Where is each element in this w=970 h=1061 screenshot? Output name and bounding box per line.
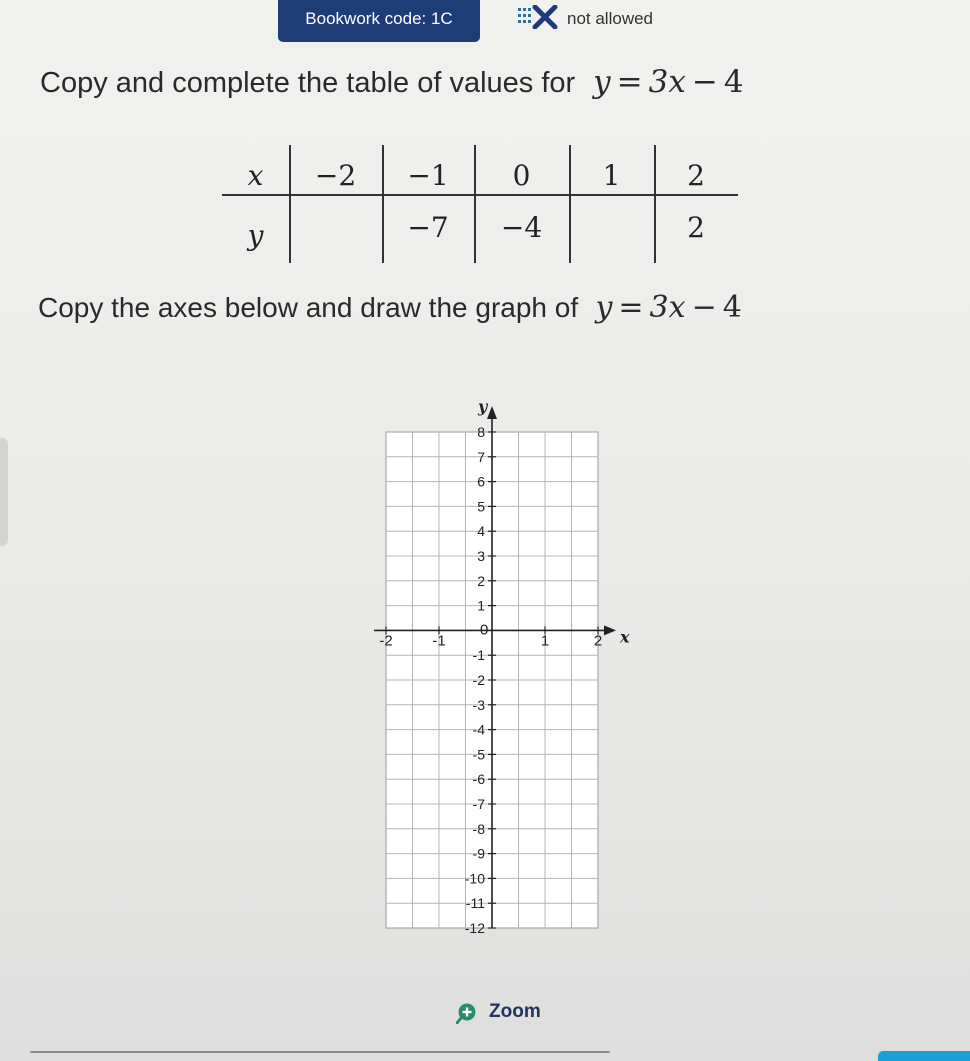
- y-tick-label: 6: [477, 473, 485, 490]
- bottom-action-button[interactable]: [878, 1051, 970, 1061]
- x-tick-label: 1: [540, 632, 550, 650]
- origin-label: 0: [480, 621, 489, 639]
- y-tick-label: 5: [477, 498, 485, 515]
- calculator-crossed-icon: [517, 5, 561, 29]
- table-y-label: y: [247, 219, 264, 252]
- zoom-plus-icon: [456, 1002, 478, 1024]
- y-tick-label: -11: [465, 895, 485, 912]
- x-tick-label: -1: [432, 632, 446, 650]
- y-tick-label: -9: [472, 845, 485, 862]
- bottom-divider: [30, 1051, 610, 1053]
- table-y-value: 2: [687, 211, 705, 244]
- y-tick-label: -12: [464, 920, 485, 936]
- question-1-equation: [583, 64, 743, 100]
- question-1-text: [40, 64, 744, 100]
- question-1-prompt: Copy and complete the table of values for: [40, 67, 576, 99]
- eq-rhs-b: 4: [723, 64, 744, 100]
- eq-equals: =: [618, 290, 644, 325]
- eq-minus: −: [691, 290, 717, 325]
- y-tick-label: 4: [477, 523, 485, 540]
- y-axis-label: y: [478, 397, 488, 416]
- top-bar: [0, 0, 970, 44]
- table-x-value: 1: [602, 159, 621, 192]
- question-2-text: [38, 290, 742, 325]
- side-panel-tab[interactable]: [0, 438, 8, 546]
- question-2-equation: [586, 290, 742, 325]
- y-tick-label: -2: [472, 672, 485, 688]
- y-tick-label: 8: [477, 424, 485, 440]
- table-y-value: −7: [407, 211, 449, 244]
- calculator-status: not allowed: [567, 9, 654, 28]
- x-tick-label: 2: [593, 632, 603, 650]
- y-tick-label: -3: [472, 696, 485, 713]
- table-x-value: 0: [512, 159, 531, 192]
- eq-rhs-a: 3x: [648, 64, 686, 100]
- question-2-prompt: Copy the axes below and draw the graph of: [38, 292, 579, 323]
- y-axis-arrow: [487, 406, 497, 419]
- table-of-values: [222, 145, 738, 263]
- x-tick-label: -2: [379, 632, 393, 650]
- eq-minus: −: [691, 64, 718, 100]
- y-tick-label: 1: [477, 597, 485, 614]
- y-tick-label: -10: [464, 870, 485, 887]
- x-axis-label: x: [620, 627, 630, 647]
- y-tick-label: -4: [472, 721, 485, 738]
- eq-equals: =: [616, 64, 643, 100]
- zoom-label: Zoom: [489, 1001, 541, 1022]
- table-x-value: 2: [687, 159, 705, 192]
- eq-rhs-b: 4: [722, 290, 742, 325]
- y-tick-label: -7: [472, 796, 485, 812]
- eq-lhs: y: [595, 290, 613, 325]
- eq-rhs-a: 3x: [649, 290, 686, 325]
- y-tick-label: -1: [472, 647, 485, 664]
- table-x-value: −2: [314, 159, 357, 192]
- eq-lhs: y: [593, 64, 611, 100]
- y-tick-label: 2: [477, 572, 485, 589]
- table-y-value: −4: [500, 211, 543, 244]
- coordinate-grid: [360, 390, 660, 950]
- table-x-value: −1: [407, 159, 449, 192]
- y-tick-label: -5: [472, 746, 485, 763]
- table-x-label: x: [247, 159, 264, 192]
- x-axis-arrow: [604, 625, 616, 635]
- y-tick-label: 7: [477, 448, 485, 465]
- bookwork-code-badge: Bookwork code: 1C: [278, 0, 480, 42]
- table-divider-horizontal: [222, 194, 738, 196]
- y-tick-label: 3: [477, 548, 485, 564]
- y-tick-label: -8: [472, 820, 485, 837]
- y-tick-label: -6: [472, 771, 485, 788]
